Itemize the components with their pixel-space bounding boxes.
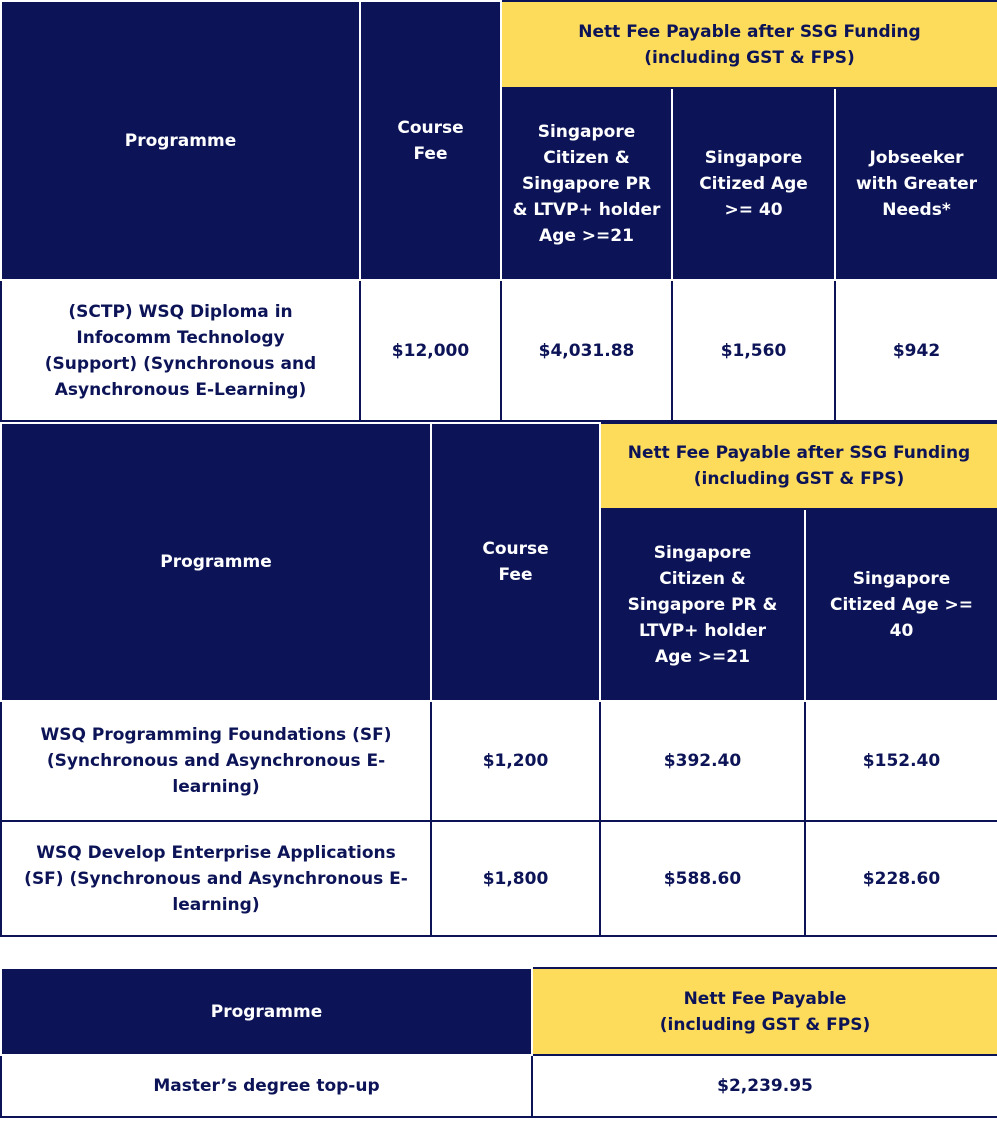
row-programme-name: WSQ Programming Foundations (SF) (Synchronous and Asynchronous E-learning) [1, 701, 431, 821]
header-citizen-age-40: Singapore Citized Age >= 40 [805, 509, 997, 701]
header-nett-fee: Nett Fee Payable after SSG Funding (including GST & FPS) [600, 423, 997, 509]
fee-table-sctp [0, 0, 997, 422]
row-age40-fee: $228.60 [805, 821, 997, 936]
header-citizen-age-40: Singapore Citized Age >= 40 [672, 88, 835, 280]
fee-table-wsq-sf [0, 422, 997, 937]
row-citizen-fee: $392.40 [600, 701, 805, 821]
row-course-fee: $1,800 [431, 821, 600, 936]
header-nett-fee: Nett Fee Payable (including GST & FPS) [532, 968, 997, 1055]
row-programme-name: (SCTP) WSQ Diploma in Infocomm Technology (Support) (Synchronous and Asynchronous E-Learning) [1, 280, 360, 421]
header-nett-fee: Nett Fee Payable after SSG Funding (including GST & FPS) [501, 1, 997, 88]
row-citizen-fee: $4,031.88 [501, 280, 672, 421]
row-age40-fee: $152.40 [805, 701, 997, 821]
header-programme: Programme [1, 1, 360, 280]
header-course-fee: Course Fee [431, 423, 600, 701]
row-course-fee: $1,200 [431, 701, 600, 821]
fee-table-masters [0, 967, 997, 1118]
row-jobseeker-fee: $942 [835, 280, 997, 421]
header-course-fee: Course Fee [360, 1, 501, 280]
header-programme: Programme [1, 423, 431, 701]
row-programme-name: Master’s degree top-up [1, 1055, 532, 1117]
header-citizen-pr-ltvp: Singapore Citizen & Singapore PR & LTVP+ holder Age >=21 [501, 88, 672, 280]
header-programme: Programme [1, 968, 532, 1055]
row-course-fee: $12,000 [360, 280, 501, 421]
row-nett-fee: $2,239.95 [532, 1055, 997, 1117]
header-citizen-pr-ltvp: Singapore Citizen & Singapore PR & LTVP+ holder Age >=21 [600, 509, 805, 701]
header-jobseeker: Jobseeker with Greater Needs* [835, 88, 997, 280]
row-citizen-fee: $588.60 [600, 821, 805, 936]
row-age40-fee: $1,560 [672, 280, 835, 421]
row-programme-name: WSQ Develop Enterprise Applications (SF) (Synchronous and Asynchronous E-learning) [1, 821, 431, 936]
